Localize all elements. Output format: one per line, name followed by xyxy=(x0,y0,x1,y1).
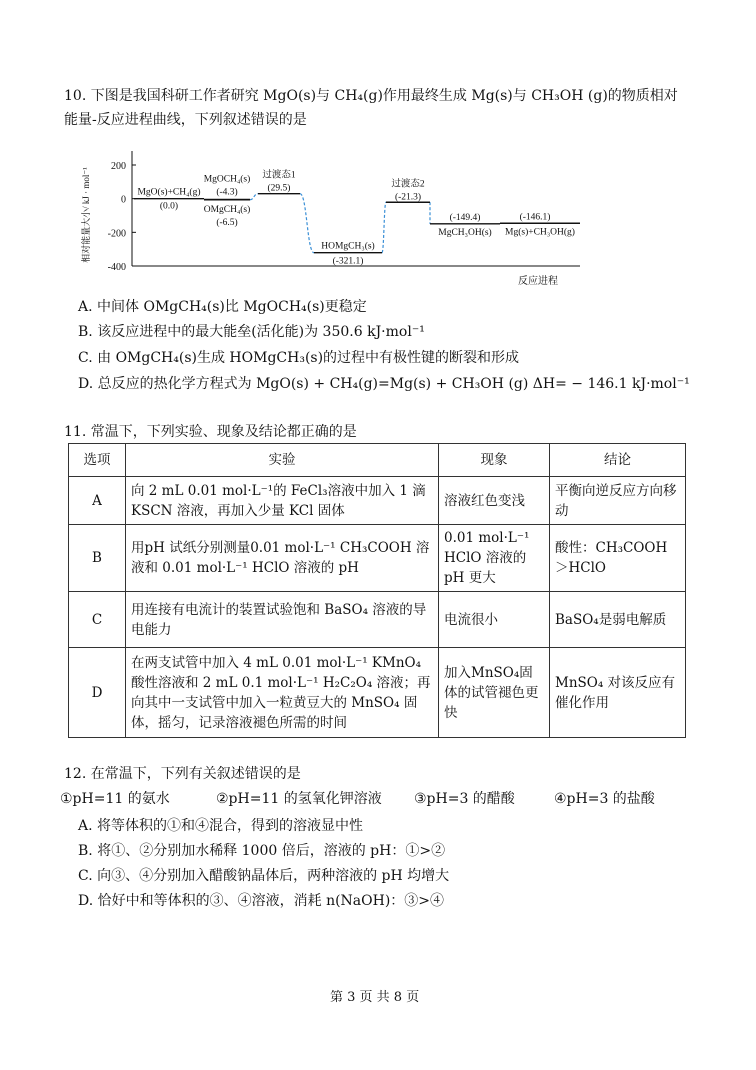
transition-connector xyxy=(250,194,258,200)
level-value: (-146.1) xyxy=(519,212,551,223)
q10-stem-line1: 10. 下图是我国科研工作者研究 MgO(s)与 CH₄(g)作用最终生成 Mg(s)与 CH₃OH (g)的物质相对 xyxy=(64,88,678,104)
row-option: C xyxy=(69,592,126,648)
header-phenomenon: 现象 xyxy=(439,444,550,477)
q10-option-d: D. 总反应的热化学方程式为 MgO(s) + CH₄(g)=Mg(s) + CH₃OH (g) ΔH= − 146.1 kJ·mol⁻¹ xyxy=(78,376,690,392)
q12-item-1: ①pH=11 的氨水 xyxy=(60,791,170,807)
level-name: MgOCH₄(s) xyxy=(203,174,251,185)
row-conclusion: MnSO₄ 对该反应有催化作用 xyxy=(550,648,686,738)
level-value: (-4.3) xyxy=(216,187,238,198)
row-experiment: 用pH 试纸分别测量0.01 mol·L⁻¹ CH₃COOH 溶液和 0.01 mol·L⁻¹ HClO 溶液的 pH xyxy=(126,525,439,592)
q11-stem: 11. 常温下，下列实验、现象及结论都正确的是 xyxy=(64,424,357,440)
q12-item-2: ②pH=11 的氢氧化钾溶液 xyxy=(216,791,382,807)
q10-stem-line2: 能量-反应进程曲线，下列叙述错误的是 xyxy=(64,112,307,128)
table-row xyxy=(69,592,686,648)
header-option: 选项 xyxy=(69,444,126,477)
table-header-row xyxy=(69,444,686,477)
row-conclusion: BaSO₄是弱电解质 xyxy=(550,592,686,648)
experiment-table xyxy=(68,443,686,738)
level-value: (-21.3) xyxy=(394,192,422,203)
level-name: HOMgCH₃(s) xyxy=(321,241,375,252)
level-value: (-149.4) xyxy=(449,212,481,223)
q12-stem: 12. 在常温下，下列有关叙述错误的是 xyxy=(64,766,301,782)
q12-option-d: D. 恰好中和等体积的③、④溶液，消耗 n(NaOH)：③>④ xyxy=(78,893,445,909)
row-option: D xyxy=(69,648,126,738)
level-name: 过渡态1 xyxy=(262,170,296,181)
row-option: B xyxy=(69,525,126,592)
row-phenomenon: 加入MnSO₄固体的试管褪色更快 xyxy=(439,648,550,738)
table-row xyxy=(69,477,686,525)
page-footer: 第 3 页 共 8 页 xyxy=(330,990,420,1005)
level-name: MgO(s)+CH₄(g) xyxy=(137,187,201,198)
x-axis-label: 反应进程 xyxy=(518,276,558,287)
energy-profile-chart xyxy=(80,145,590,295)
q12-option-a: A. 将等体积的①和④混合，得到的溶液显中性 xyxy=(78,818,364,834)
level-value: (-321.1) xyxy=(332,256,364,267)
level-name: 过渡态2 xyxy=(391,179,425,190)
header-conclusion: 结论 xyxy=(550,444,686,477)
table-row xyxy=(69,648,686,738)
q12-option-b: B. 将①、②分别加水稀释 1000 倍后，溶液的 pH：①>② xyxy=(78,843,446,859)
y-tick-label: -200 xyxy=(107,228,126,240)
q10-option-b: B. 该反应进程中的最大能垒(活化能)为 350.6 kJ·mol⁻¹ xyxy=(78,324,425,340)
q12-item-4: ④pH=3 的盐酸 xyxy=(554,791,655,807)
y-axis-label: 相对能量大小/ kJ · mol⁻¹ xyxy=(81,167,91,263)
level-value: (0.0) xyxy=(159,201,179,212)
table-row xyxy=(69,525,686,592)
level-name: Mg(s)+CH₃OH(g) xyxy=(505,227,575,238)
row-phenomenon: 电流很小 xyxy=(439,592,550,648)
y-tick-label: 0 xyxy=(121,194,126,206)
row-phenomenon: 溶液红色变浅 xyxy=(439,477,550,525)
row-experiment: 向 2 mL 0.01 mol·L⁻¹的 FeCl₃溶液中加入 1 滴 KSCN 溶液，再加入少量 KCl 固体 xyxy=(126,477,439,525)
q10-option-c: C. 由 OMgCH₄(s)生成 HOMgCH₃(s)的过程中有极性键的断裂和形成 xyxy=(78,350,520,366)
q12-item-3: ③pH=3 的醋酸 xyxy=(414,791,515,807)
q10-option-a: A. 中间体 OMgCH₄(s)比 MgOCH₄(s)更稳定 xyxy=(78,299,367,315)
header-experiment: 实验 xyxy=(126,444,439,477)
transition-connector xyxy=(382,202,386,252)
level-name: MgCH₃OH(s) xyxy=(438,227,492,238)
transition-connector xyxy=(300,194,314,253)
row-option: A xyxy=(69,477,126,525)
row-conclusion: 平衡向逆反应方向移动 xyxy=(550,477,686,525)
level-value: (29.5) xyxy=(267,183,291,194)
row-phenomenon: 0.01 mol·L⁻¹ HClO 溶液的 pH 更大 xyxy=(439,525,550,592)
q12-option-c: C. 向③、④分别加入醋酸钠晶体后，两种溶液的 pH 均增大 xyxy=(78,868,450,884)
level-name: OMgCH₄(s) xyxy=(203,204,251,215)
row-experiment: 用连接有电流计的装置试验饱和 BaSO₄ 溶液的导电能力 xyxy=(126,592,439,648)
level-value: (-6.5) xyxy=(216,217,238,228)
row-experiment: 在两支试管中加入 4 mL 0.01 mol·L⁻¹ KMnO₄ 酸性溶液和 2 mL 0.1 mol·L⁻¹ H₂C₂O₄ 溶液；再向其中一支试管中加入一粒黄豆大的 MnSO₄ 固体，摇匀，记录溶液褪色所需的时间 xyxy=(126,648,439,738)
y-tick-label: -400 xyxy=(107,262,126,273)
y-tick-label: 200 xyxy=(111,161,126,172)
row-conclusion: 酸性：CH₃COOH ＞HClO xyxy=(550,525,686,592)
